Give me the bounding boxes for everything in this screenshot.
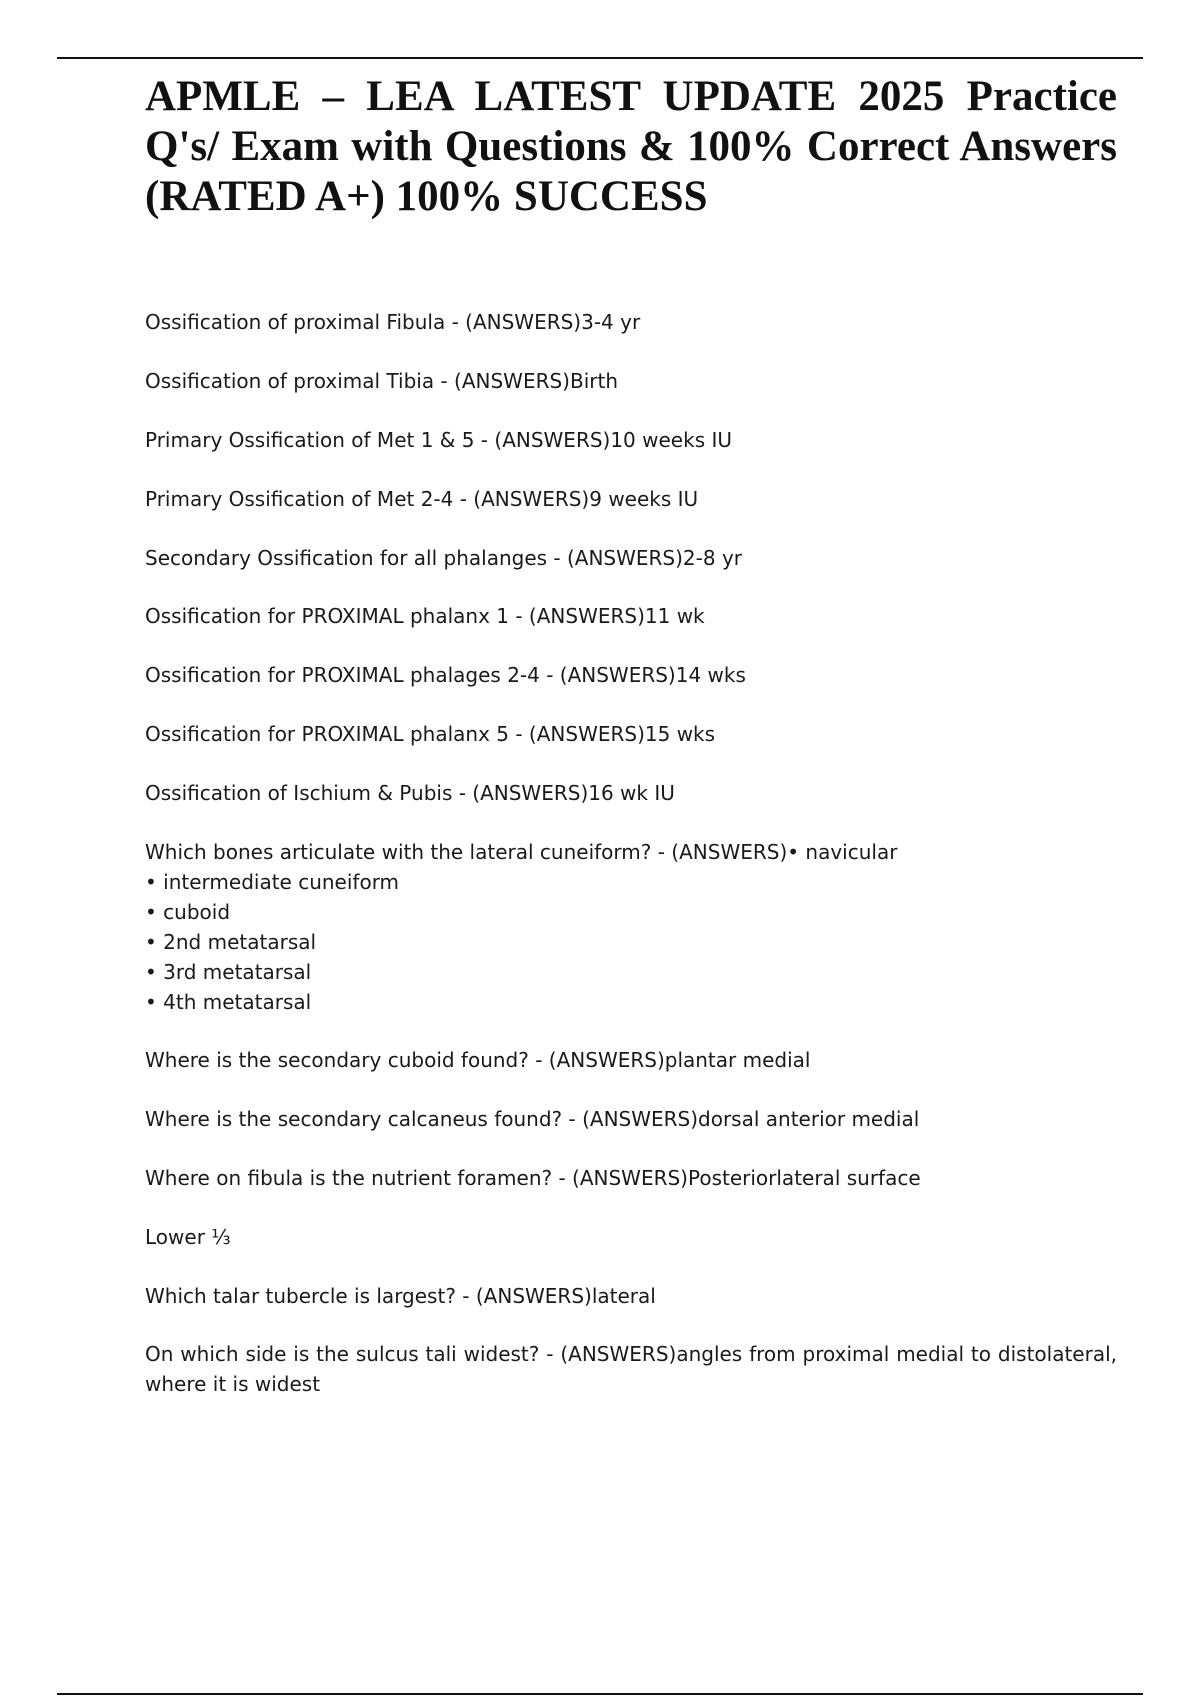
qa-item-met-2-4: Primary Ossification of Met 2-4 - (ANSWERS)9 weeks IU (145, 487, 699, 511)
qa-item-sulcus-tali: On which side is the sulcus tali widest? - (ANSWERS)angles from proximal medial to distolateral, where it is widest (145, 1342, 1117, 1396)
qa-item-lateral-cuneiform (145, 837, 1117, 1017)
top-rule (57, 57, 1143, 59)
bullet-item: • 3rd metatarsal (145, 960, 312, 984)
qa-item-proximal-phalanges-2-4: Ossification for PROXIMAL phalages 2-4 - (ANSWERS)14 wks (145, 663, 746, 687)
qa-item-proximal-phalanx-5: Ossification for PROXIMAL phalanx 5 - (ANSWERS)15 wks (145, 722, 716, 746)
document-title: APMLE – LEA LATEST UPDATE 2025 Practice Q's/ Exam with Questions & 100% Correct Answers (RATED A+) 100% SUCCESS (145, 73, 1117, 220)
qa-item-secondary-calcaneus: Where is the secondary calcaneus found? - (ANSWERS)dorsal anterior medial (145, 1107, 920, 1131)
qa-item-proximal-tibia: Ossification of proximal Tibia - (ANSWERS)Birth (145, 369, 618, 393)
qa-item-talar-tubercle: Which talar tubercle is largest? - (ANSWERS)lateral (145, 1284, 656, 1308)
bullet-item: • cuboid (145, 900, 231, 924)
qa-item-proximal-phalanx-1: Ossification for PROXIMAL phalanx 1 - (ANSWERS)11 wk (145, 604, 705, 628)
qa-item-fibula-nutrient-foramen: Where on fibula is the nutrient foramen? - (ANSWERS)Posteriorlateral surface (145, 1166, 921, 1190)
qa-item-met-1-5: Primary Ossification of Met 1 & 5 - (ANSWERS)10 weeks IU (145, 428, 733, 452)
qa-item-secondary-cuboid: Where is the secondary cuboid found? - (ANSWERS)plantar medial (145, 1048, 811, 1072)
qa-item-ischium-pubis: Ossification of Ischium & Pubis - (ANSWERS)16 wk IU (145, 781, 675, 805)
qa-item-secondary-phalanges: Secondary Ossification for all phalanges - (ANSWERS)2-8 yr (145, 546, 743, 570)
qa-item-proximal-fibula: Ossification of proximal Fibula - (ANSWERS)3-4 yr (145, 310, 641, 334)
bottom-rule (57, 1693, 1143, 1695)
qa-item-lower-third: Lower ⅓ (145, 1225, 231, 1249)
qa-line: Which bones articulate with the lateral cuneiform? - (ANSWERS)• navicular (145, 840, 898, 864)
bullet-item: • intermediate cuneiform (145, 870, 400, 894)
bullet-item: • 4th metatarsal (145, 990, 312, 1014)
bullet-item: • 2nd metatarsal (145, 930, 317, 954)
